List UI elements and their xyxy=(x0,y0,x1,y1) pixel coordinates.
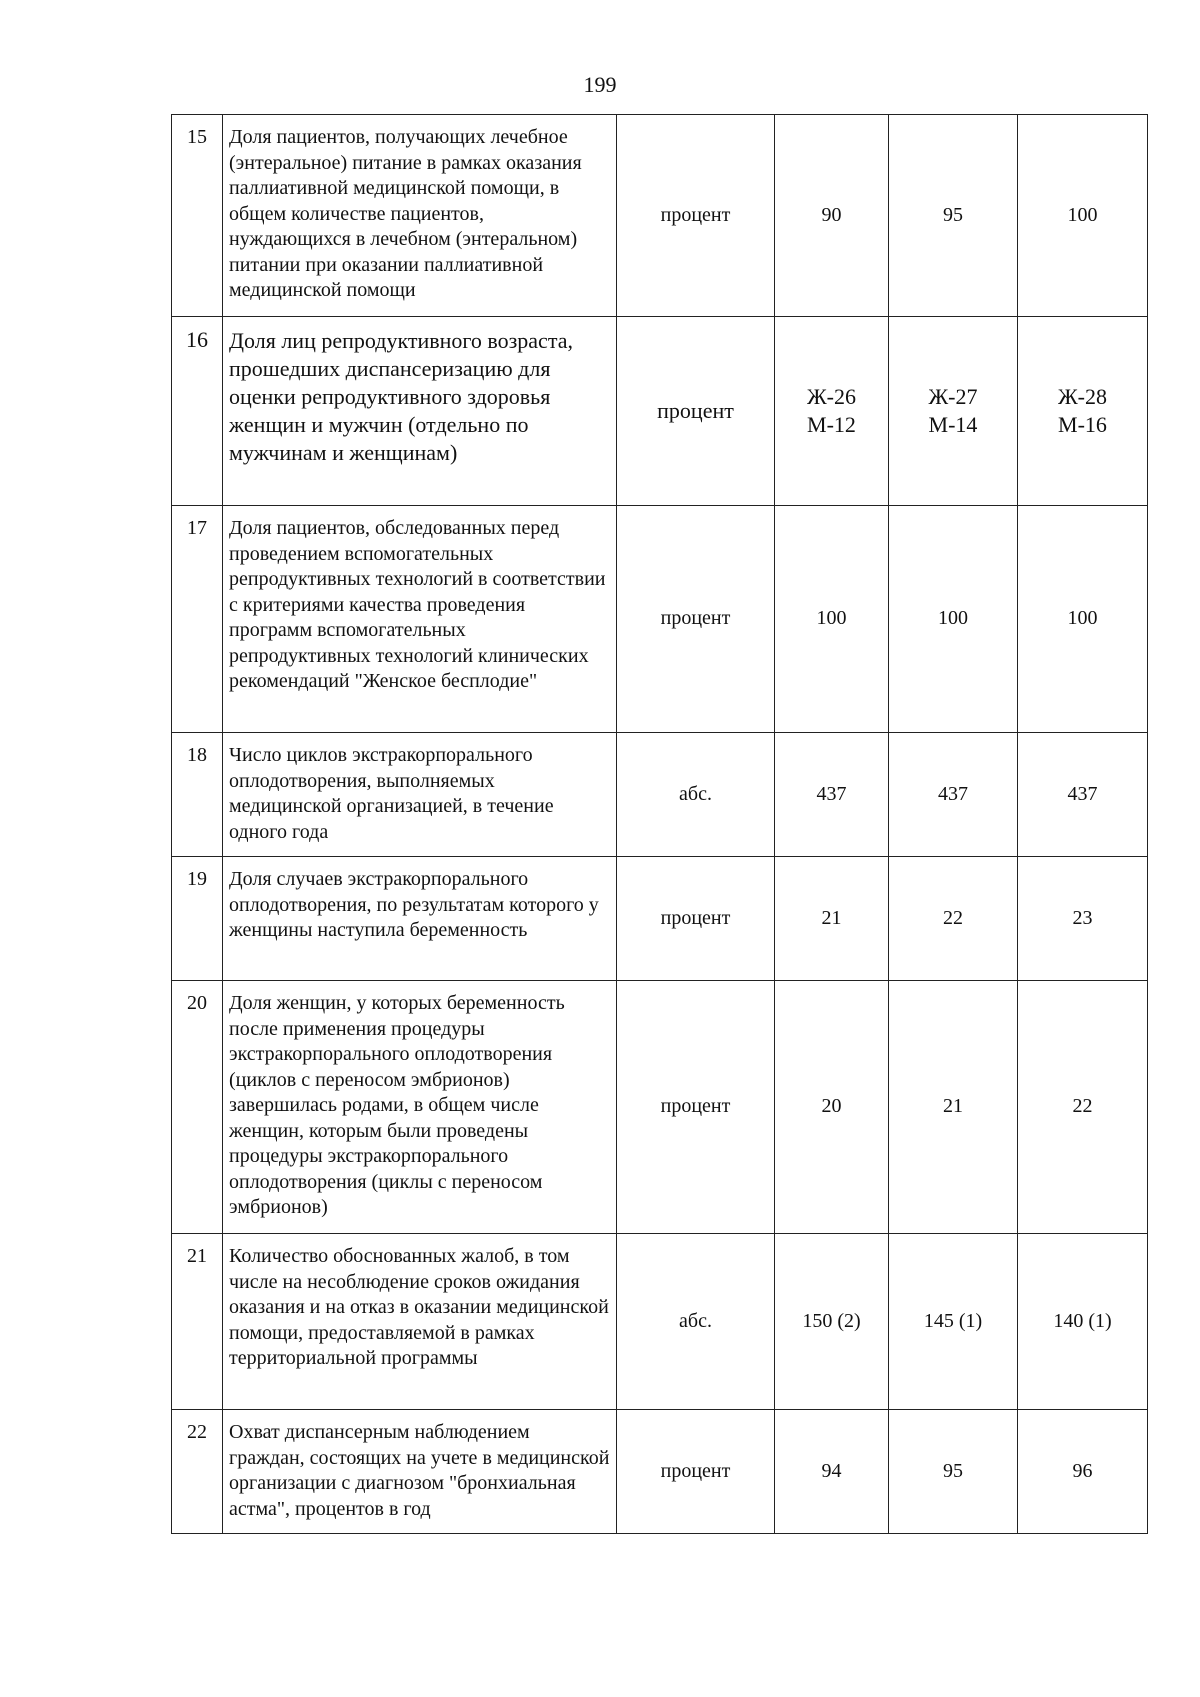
unit-cell: абс. xyxy=(617,1234,775,1410)
value-line: 23 xyxy=(1072,906,1093,929)
unit-cell: абс. xyxy=(617,733,775,857)
row-number: 20 xyxy=(172,981,223,1234)
value-line: М-12 xyxy=(807,412,856,437)
value-line: М-14 xyxy=(928,412,978,437)
row-number: 17 xyxy=(172,506,223,733)
value-line: 95 xyxy=(943,203,963,226)
value-cell xyxy=(1018,1410,1148,1534)
value-line: 95 xyxy=(943,1459,963,1482)
table-row xyxy=(172,506,1148,733)
value-line: 21 xyxy=(943,1095,963,1118)
value-cell xyxy=(889,115,1018,317)
value-cell xyxy=(1018,1234,1148,1410)
value-cell xyxy=(775,115,889,317)
value-line: Ж-26 xyxy=(806,384,857,409)
indicator-description: Доля женщин, у которых беременность после применения процедуры экстракорпорального оплодотворения (циклов с переносом эмбрионов) завершилась родами, в общем числе женщин, которым были проведены процедуры экстракорпорального оплодотворения (циклы с переносом эмбрионов) xyxy=(223,981,617,1234)
unit-cell: процент xyxy=(617,981,775,1234)
indicator-description: Число циклов экстракорпорального оплодотворения, выполняемых медицинской организацией, в течение одного года xyxy=(223,733,617,857)
indicator-description: Доля случаев экстракорпорального оплодотворения, по результатам которого у женщины наступила беременность xyxy=(223,857,617,981)
value-line: Ж-27 xyxy=(928,384,978,409)
value-line: 437 xyxy=(938,782,968,805)
value-line: 150 (2) xyxy=(802,1309,861,1332)
page-number: 199 xyxy=(583,72,617,97)
value-line: 145 (1) xyxy=(923,1309,983,1332)
indicator-description: Доля лиц репродуктивного возраста, прошедших диспансеризацию для оценки репродуктивного здоровья женщин и мужчин (отдельно по мужчинам и женщинам) xyxy=(223,317,617,506)
row-number: 19 xyxy=(172,857,223,981)
value-line: 100 xyxy=(938,607,968,630)
indicators-table xyxy=(171,114,1148,1534)
value-cell xyxy=(889,857,1018,981)
value-line: Ж-28 xyxy=(1057,384,1108,409)
value-line: М-16 xyxy=(1058,412,1107,437)
row-number: 18 xyxy=(172,733,223,857)
row-number: 21 xyxy=(172,1234,223,1410)
value-line: 100 xyxy=(1067,607,1098,630)
value-cell xyxy=(889,317,1018,506)
value-cell xyxy=(775,733,889,857)
value-cell xyxy=(1018,506,1148,733)
value-line: 140 (1) xyxy=(1053,1309,1112,1332)
table-row xyxy=(172,115,1148,317)
value-line: 437 xyxy=(1067,782,1098,805)
value-cell xyxy=(1018,857,1148,981)
unit-cell: процент xyxy=(617,1410,775,1534)
unit-cell: процент xyxy=(617,115,775,317)
value-cell xyxy=(889,1234,1018,1410)
value-cell xyxy=(889,506,1018,733)
row-number: 16 xyxy=(172,317,223,506)
value-line: 100 xyxy=(816,607,847,630)
unit-cell: процент xyxy=(617,506,775,733)
value-line: 20 xyxy=(821,1095,842,1118)
value-cell xyxy=(889,981,1018,1234)
indicator-description: Доля пациентов, обследованных перед проведением вспомогательных репродуктивных технологий в соответствии с критериями качества проведения программ вспомогательных репродуктивных технологий клинических рекомендаций "Женское бесплодие" xyxy=(223,506,617,733)
value-cell xyxy=(775,1234,889,1410)
value-cell xyxy=(775,1410,889,1534)
value-line: 22 xyxy=(943,906,963,929)
value-cell xyxy=(1018,733,1148,857)
row-number: 15 xyxy=(172,115,223,317)
unit-cell: процент xyxy=(617,857,775,981)
value-cell xyxy=(1018,115,1148,317)
value-line: 90 xyxy=(821,203,842,226)
table-row xyxy=(172,1234,1148,1410)
unit-cell: процент xyxy=(617,317,775,506)
value-cell xyxy=(889,733,1018,857)
value-line: 96 xyxy=(1072,1459,1093,1482)
value-cell xyxy=(889,1410,1018,1534)
value-cell xyxy=(1018,981,1148,1234)
table-row xyxy=(172,1410,1148,1534)
value-cell xyxy=(775,857,889,981)
indicator-description: Охват диспансерным наблюдением граждан, состоящих на учете в медицинской организации с диагнозом "бронхиальная астма", процентов в год xyxy=(223,1410,617,1534)
value-line: 94 xyxy=(821,1459,842,1482)
indicator-description: Доля пациентов, получающих лечебное (энтеральное) питание в рамках оказания паллиативной медицинской помощи, в общем количестве пациентов, нуждающихся в лечебном (энтеральном) питании при оказании паллиативной медицинской помощи xyxy=(223,115,617,317)
indicator-description: Количество обоснованных жалоб, в том числе на несоблюдение сроков ожидания оказания и на отказ в оказании медицинской помощи, предоставляемой в рамках территориальной программы xyxy=(223,1234,617,1410)
value-cell xyxy=(775,317,889,506)
value-line: 22 xyxy=(1072,1095,1093,1118)
value-line: 437 xyxy=(816,782,847,805)
value-line: 100 xyxy=(1067,203,1098,226)
table-row xyxy=(172,857,1148,981)
table-row xyxy=(172,317,1148,506)
value-cell xyxy=(775,506,889,733)
table-row xyxy=(172,733,1148,857)
row-number: 22 xyxy=(172,1410,223,1534)
value-line: 21 xyxy=(821,906,842,929)
table-row xyxy=(172,981,1148,1234)
value-cell xyxy=(775,981,889,1234)
value-cell xyxy=(1018,317,1148,506)
